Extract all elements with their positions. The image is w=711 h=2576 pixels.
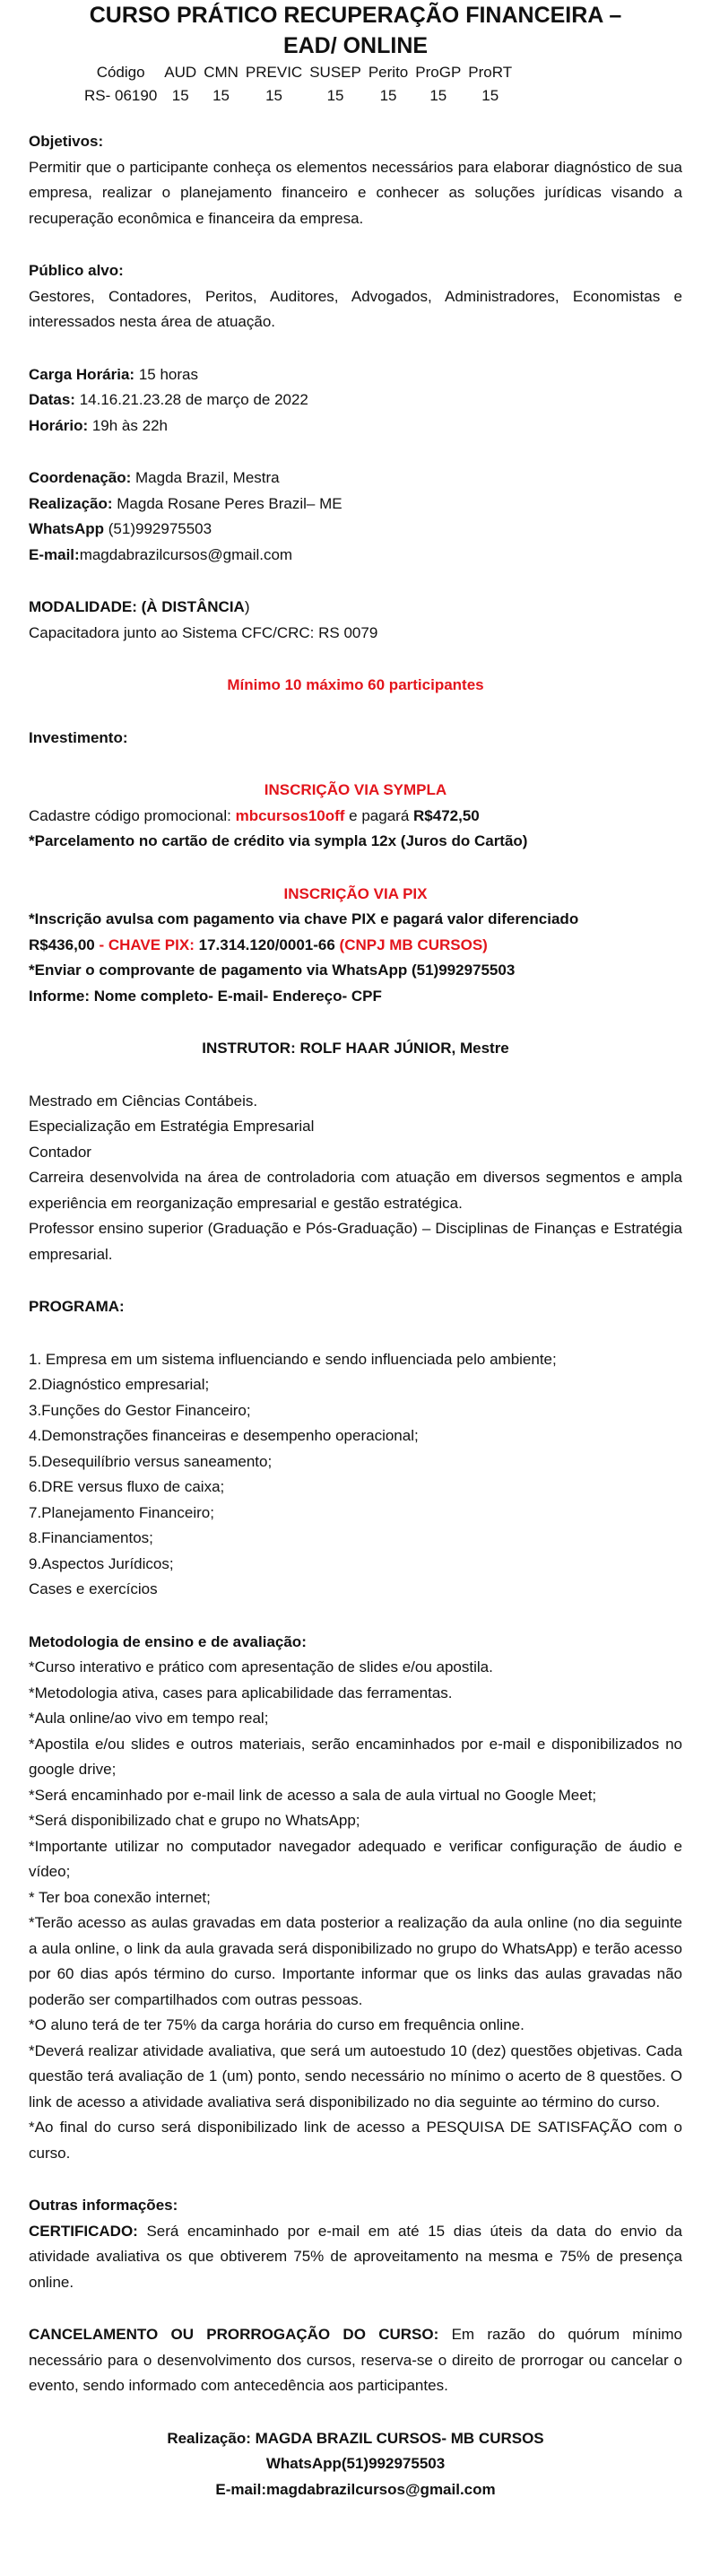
modalidade-label: MODALIDADE: (À DISTÂNCIA: [29, 598, 245, 615]
modalidade-text: Capacitadora junto ao Sistema CFC/CRC: RS 0079: [29, 623, 378, 641]
datas-value: 14.16.21.23.28 de março de 2022: [74, 391, 308, 408]
email-label: E-mail:: [29, 545, 80, 563]
metodologia-item: *Será encaminhado por e-mail link de acesso a sala de aula virtual no Google Meet;: [29, 1786, 597, 1804]
investimento-section: [29, 726, 682, 1010]
programa-item: 1. Empresa em um sistema influenciando e sendo influenciada pelo ambiente;: [29, 1350, 557, 1368]
schedule-section: [29, 362, 682, 439]
instrutor-teaching: Professor ensino superior (Graduação e Pós-Graduação) – Disciplinas de Finanças e Estratégia empresarial.: [29, 1220, 682, 1263]
codes-value-cell: 15: [379, 87, 397, 104]
metodologia-item: *Ao final do curso será disponibilizado link de acesso a PESQUISA DE SATISFAÇÃO com o curso.: [29, 2119, 682, 2162]
programa-section: [29, 1294, 682, 1603]
metodologia-item: *Importante utilizar no computador navegador adequado e verificar configuração de áudio e vídeo;: [29, 1837, 682, 1880]
outras-section: [29, 2193, 682, 2399]
whats-value: (51)992975503: [104, 520, 212, 537]
codes-value-row: [81, 84, 516, 108]
coord-value: Magda Brazil, Mestra: [131, 469, 280, 486]
metodologia-item: *Deverá realizar atividade avaliativa, que será um autoestudo 10 (dez) questões objetivas. Cada questão terá avaliação de 1 (um) ponto, sendo necessário no mínimo o acerto de 8 questões. O link de acesso a atividade avaliativa será disponibilizado no dia seguinte ao término do curso.: [29, 2041, 682, 2110]
metodologia-label: Metodologia de ensino e de avaliação:: [29, 1632, 307, 1650]
programa-item: 6.DRE versus fluxo de caixa;: [29, 1478, 225, 1495]
footer-line2: WhatsApp(51)992975503: [265, 2455, 446, 2472]
codes-value-cell: 15: [265, 87, 283, 104]
programa-item: 7.Planejamento Financeiro;: [29, 1503, 214, 1521]
horario-label: Horário:: [29, 416, 89, 434]
footer-contact: [29, 2426, 682, 2503]
cancelamento-label: CANCELAMENTO OU PRORROGAÇÃO DO CURSO:: [29, 2326, 439, 2343]
certificado-paragraph: [29, 2219, 682, 2296]
metodologia-item: *O aluno terá de ter 75% da carga horária do curso em frequência online.: [29, 2016, 525, 2033]
footer-line1: Realização: MAGDA BRAZIL CURSOS- MB CURSOS: [167, 2429, 544, 2447]
publico-section: [29, 258, 682, 335]
datas-line: [29, 387, 682, 413]
pix-key: 17.314.120/0001-66: [198, 936, 335, 953]
pix-price: R$436,00: [29, 936, 95, 953]
metodologia-item: *Aula online/ao vivo em tempo real;: [29, 1710, 269, 1727]
cancelamento-text: Em razão do quórum mínimo necessário para o desenvolvimento dos cursos, reserva-se o direito de prorrogar ou cancelar o evento, sendo informado com antecedência aos participantes.: [29, 2326, 683, 2394]
real-label: Realização:: [29, 494, 113, 512]
carga-line: [29, 362, 682, 388]
codes-value-cell: 15: [171, 87, 189, 104]
sympla-line-pre: Cadastre código promocional:: [29, 806, 236, 824]
objetivos-section: [29, 129, 682, 231]
pix-line3: *Enviar o comprovante de pagamento via WhatsApp (51)992975503: [29, 962, 516, 979]
programa-item: 2.Diagnóstico empresarial;: [29, 1376, 210, 1393]
publico-text: Gestores, Contadores, Peritos, Auditores, Advogados, Administradores, Economistas e interessados nesta área de atuação.: [29, 287, 682, 330]
modalidade-line: [29, 595, 682, 621]
codes-value-cell: 15: [326, 87, 344, 104]
codes-header-cell: SUSEP: [309, 64, 361, 81]
objetivos-text: Permitir que o participante conheça os elementos necessários para elaborar diagnóstico de sua empresa, realizar o planejamento financeiro e conhecer as soluções jurídicas visando a recuperação econômica e financeira da empresa.: [29, 158, 682, 227]
horario-value: 19h às 22h: [88, 416, 168, 434]
email-line: [29, 543, 682, 569]
coord-label: Coordenação:: [29, 469, 132, 486]
metodologia-item: *Será disponibilizado chat e grupo no WhatsApp;: [29, 1812, 360, 1829]
course-title-line1: CURSO PRÁTICO RECUPERAÇÃO FINANCEIRA –: [89, 3, 622, 28]
codes-header-cell: ProGP: [415, 64, 462, 81]
whats-label: WhatsApp: [29, 520, 105, 537]
pix-line2: [29, 933, 682, 959]
sympla-line: [29, 804, 682, 830]
metodologia-item: *Curso interativo e prático com apresentação de slides e/ou apostila.: [29, 1658, 493, 1675]
programa-item: 4.Demonstrações financeiras e desempenho operacional;: [29, 1427, 419, 1444]
coord-line: [29, 466, 682, 492]
programa-item: 3.Funções do Gestor Financeiro;: [29, 1401, 251, 1419]
codes-header-cell: CMN: [204, 64, 238, 81]
datas-label: Datas:: [29, 391, 75, 408]
certificado-label: CERTIFICADO:: [29, 2222, 138, 2240]
metodologia-item: *Terão acesso as aulas gravadas em data posterior a realização da aula online (no dia seguinte a aula online, o link da aula gravada será disponibilizado no grupo do WhatsApp) e terão acesso por 60 dias após término do curso. Importante informar que os links das aulas gravadas não poderão ser compartilhados com outras pessoas.: [29, 1914, 682, 2008]
cancelamento-paragraph: [29, 2322, 682, 2399]
modalidade-section: [29, 595, 682, 646]
codes-header-cell: Código: [96, 64, 145, 81]
programa-label: PROGRAMA:: [29, 1298, 125, 1315]
pix-title: INSCRIÇÃO VIA PIX: [283, 884, 428, 902]
sympla-title: INSCRIÇÃO VIA SYMPLA: [264, 781, 447, 798]
course-title: [29, 0, 682, 61]
carga-label: Carga Horária:: [29, 365, 135, 383]
codes-value-cell: 15: [481, 87, 499, 104]
outras-label: Outras informações:: [29, 2197, 178, 2214]
codes-header-cell: AUD: [164, 64, 197, 81]
programa-item: 5.Desequilíbrio versus saneamento;: [29, 1452, 273, 1470]
instrutor-line: Especialização em Estratégia Empresarial: [29, 1118, 315, 1135]
codes-header-row: [81, 61, 516, 84]
instrutor-title: INSTRUTOR: ROLF HAAR JÚNIOR, Mestre: [202, 1040, 509, 1057]
instrutor-section: [29, 1036, 682, 1267]
objetivos-label: Objetivos:: [29, 133, 104, 150]
codes-value-cell: 15: [212, 87, 230, 104]
metodologia-item: * Ter boa conexão internet;: [29, 1888, 211, 1906]
programa-item: 8.Financiamentos;: [29, 1529, 153, 1546]
whats-line: [29, 517, 682, 543]
codes-header-cell: ProRT: [468, 64, 513, 81]
real-value: Magda Rosane Peres Brazil– ME: [112, 494, 342, 512]
codes-value-cell: 15: [429, 87, 447, 104]
sympla-code: mbcursos10off: [235, 806, 345, 824]
sympla-parcel: *Parcelamento no cartão de crédito via sympla 12x (Juros do Cartão): [29, 832, 528, 849]
real-line: [29, 492, 682, 518]
modalidade-label-end: ): [244, 598, 250, 615]
footer-line3: E-mail:magdabrazilcursos@gmail.com: [215, 2480, 496, 2498]
codes-header-cell: PREVIC: [245, 64, 303, 81]
contact-section: [29, 466, 682, 568]
publico-label: Público alvo:: [29, 262, 124, 279]
sympla-price: R$472,50: [413, 806, 480, 824]
metodologia-section: [29, 1630, 682, 2167]
pix-line4: Informe: Nome completo- E-mail- Endereço- CPF: [29, 987, 382, 1005]
programa-item: 9.Aspectos Jurídicos;: [29, 1554, 174, 1572]
pix-cnpj: (CNPJ MB CURSOS): [334, 936, 488, 953]
pix-line1: *Inscrição avulsa com pagamento via chave PIX e pagará valor diferenciado: [29, 910, 579, 927]
certificado-text: Será encaminhado por e-mail em até 15 dias úteis da data do envio da atividade avaliativa os que obtiverem 75% de aproveitamento na mesma e 75% de presença online.: [29, 2222, 682, 2291]
codes-value-cell: RS- 06190: [84, 87, 158, 104]
email-value: magdabrazilcursos@gmail.com: [79, 545, 293, 563]
instrutor-line: Contador: [29, 1143, 91, 1161]
programa-item: Cases e exercícios: [29, 1580, 158, 1597]
course-codes-table: [81, 61, 516, 108]
instrutor-line: Mestrado em Ciências Contábeis.: [29, 1092, 258, 1110]
sympla-line-mid: e pagará: [344, 806, 414, 824]
metodologia-item: *Metodologia ativa, cases para aplicabilidade das ferramentas.: [29, 1684, 453, 1701]
carga-value: 15 horas: [134, 365, 198, 383]
horario-line: [29, 413, 682, 439]
investimento-label: Investimento:: [29, 728, 128, 746]
participantes-note: Mínimo 10 máximo 60 participantes: [227, 676, 484, 693]
course-title-line2: EAD/ ONLINE: [282, 33, 429, 58]
instrutor-career: Carreira desenvolvida na área de controladoria com atuação em diversos segmentos e ampla experiência em reorganização empresarial e gestão estratégica.: [29, 1169, 682, 1212]
codes-header-cell: Perito: [368, 64, 409, 81]
metodologia-item: *Apostila e/ou slides e outros materiais, serão encaminhados por e-mail e disponibilizados no google drive;: [29, 1735, 682, 1778]
pix-key-label: - CHAVE PIX:: [94, 936, 199, 953]
